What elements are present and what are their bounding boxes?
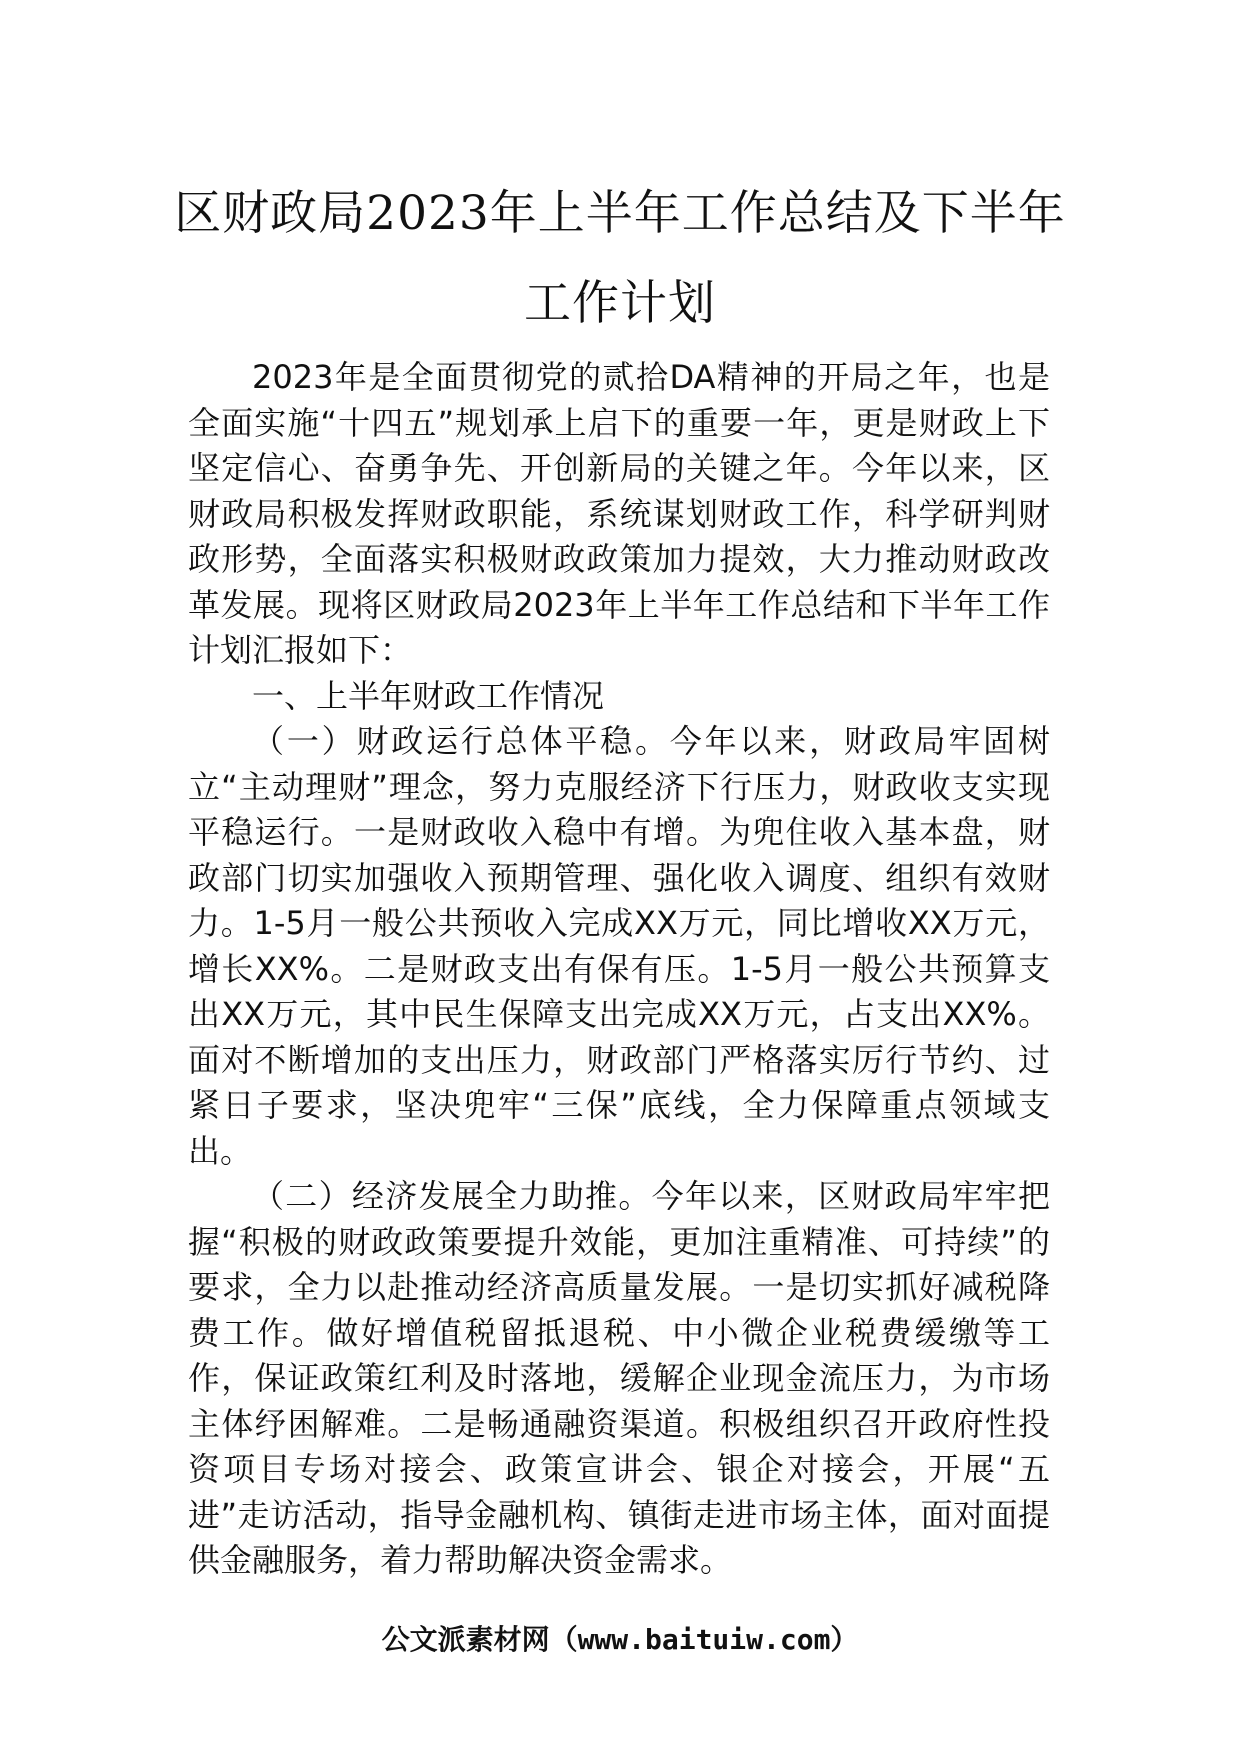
intro-paragraph: 2023年是全面贯彻党的贰拾DA精神的开局之年，也是全面实施“十四五”规划承上启下的重要一年，更是财政上下坚定信心、奋勇争先、开创新局的关键之年。今年以来，区财政局积极发挥财政职能，系统谋划财政工作，科学研判财政形势，全面落实积极财政政策加力提效，大力推动财政改革发展。现将区财政局2023年上半年工作总结和下半年工作计划汇报如下：	[188, 358, 1050, 669]
document-title-line-1: 区财政局2023年上半年工作总结及下半年	[174, 186, 1066, 241]
watermark-footer: 公文派素材网（www.baituiw.com）	[381, 1623, 859, 1656]
section-heading-1: 一、上半年财政工作情况	[252, 676, 605, 715]
subsection-paragraph-1: （一）财政运行总体平稳。今年以来，财政局牢固树立“主动理财”理念，努力克服经济下行压力，财政收支实现平稳运行。一是财政收入稳中有增。为兜住收入基本盘，财政部门切实加强收入预期管理、强化收入调度、组织有效财力。1-5月一般公共预收入完成XX万元，同比增收XX万元，增长XX%。二是财政支出有保有压。1-5月一般公共预算支出XX万元，其中民生保障支出完成XX万元，占支出XX%。面对不断增加的支出压力，财政部门严格落实厉行节约、过紧日子要求，坚决兜牢“三保”底线，全力保障重点领域支出。	[188, 722, 1050, 1170]
subsection-paragraph-2: （二）经济发展全力助推。今年以来，区财政局牢牢把握“积极的财政政策要提升效能，更加注重精准、可持续”的要求，全力以赴推动经济高质量发展。一是切实抓好减税降费工作。做好增值税留抵退税、中小微企业税费缓缴等工作，保证政策红利及时落地，缓解企业现金流压力，为市场主体纾困解难。二是畅通融资渠道。积极组织召开政府性投资项目专场对接会、政策宣讲会、银企对接会，开展“五进”走访活动，指导金融机构、镇街走进市场主体，面对面提供金融服务，着力帮助解决资金需求。	[188, 1177, 1050, 1579]
document-title-line-2: 工作计划	[524, 276, 716, 331]
document-body	[188, 355, 1050, 1584]
